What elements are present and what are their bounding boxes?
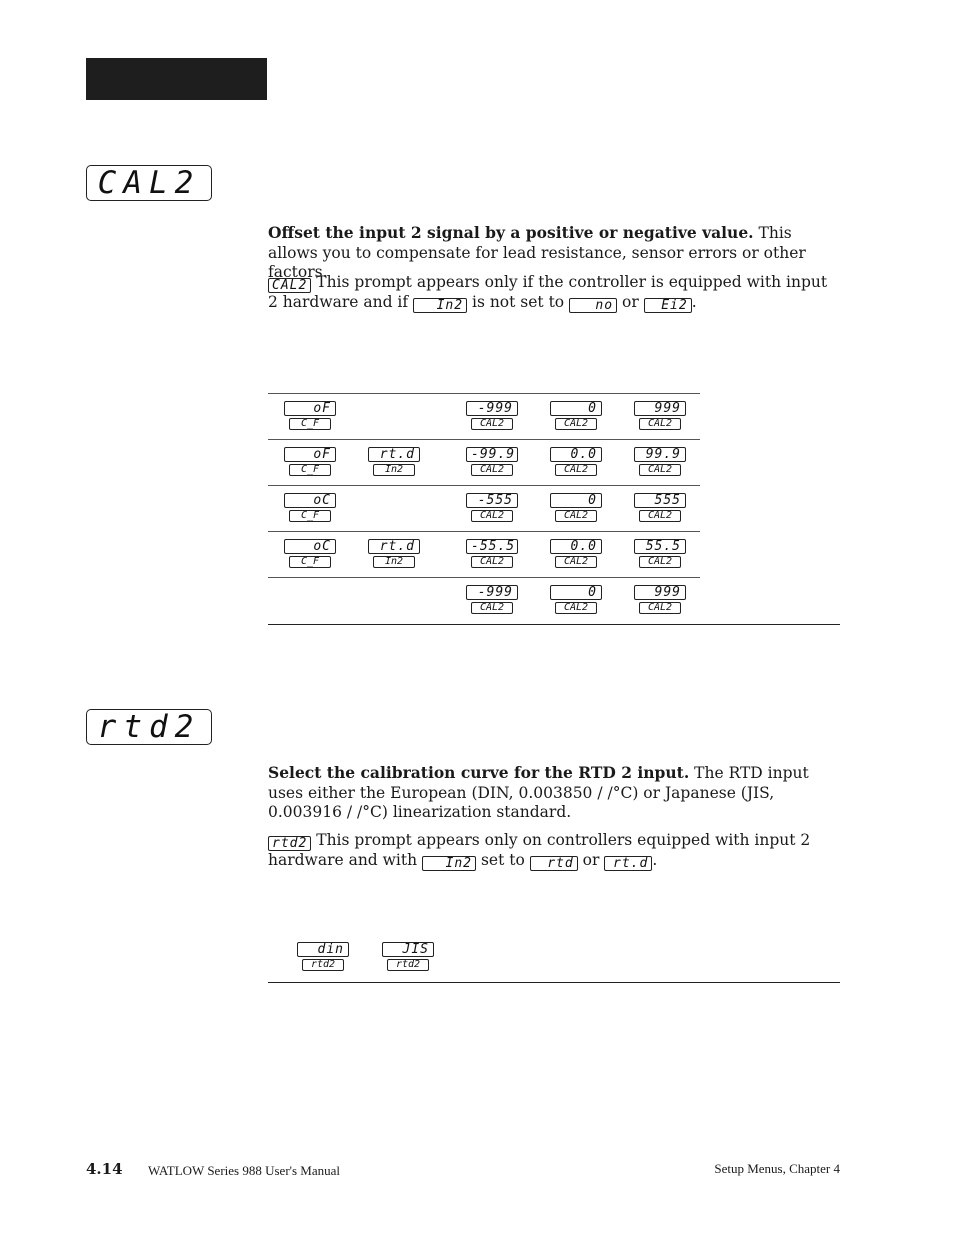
table-row (268, 485, 700, 531)
input-type-cell (367, 447, 421, 476)
default-cell (549, 585, 603, 614)
max-cell (633, 585, 687, 614)
table-row (268, 577, 700, 623)
jis-label: rtd2 (387, 959, 429, 971)
min-label: CAL2 (471, 418, 513, 430)
rtd-dot-inline-value: rt.d (604, 856, 652, 871)
rtd2-condition-text-1: This prompt appears only on controllers equipped with input 2 hardware and with (268, 831, 811, 869)
header-bar (86, 58, 267, 100)
rtd2-description (268, 763, 840, 823)
rtd2-condition-text-4: . (652, 851, 658, 869)
default-cell (549, 447, 603, 476)
cal2-condition (268, 273, 840, 313)
rtd2-description-text: The RTD input uses either the European (DIN, 0.003850 / /°C) or Japanese (JIS, 0.003916 / /°C) linearization standard. (268, 764, 809, 821)
input-type-value: rt.d (368, 447, 420, 462)
min-label: CAL2 (471, 510, 513, 522)
cal2-condition-text-4: . (691, 293, 697, 311)
min-cell (465, 539, 519, 568)
rtd2-condition-text-2: set to (476, 851, 530, 869)
min-cell (465, 447, 519, 476)
min-label: CAL2 (471, 602, 513, 614)
min-cell (465, 585, 519, 614)
max-label: CAL2 (639, 602, 681, 614)
default-value: 0 (550, 585, 602, 600)
units-label: C_F (289, 556, 331, 568)
rtd2-condition (268, 831, 840, 871)
min-value: -999 (466, 585, 518, 600)
cal2-prompt-display: CAL2 (86, 165, 212, 201)
min-value: -99.9 (466, 447, 518, 462)
default-label: CAL2 (555, 418, 597, 430)
default-label: CAL2 (555, 556, 597, 568)
default-cell (549, 539, 603, 568)
units-value: oC (284, 539, 336, 554)
cal2-condition-text-1: This prompt appears only if the controller is equipped with input 2 hardware and if (268, 273, 828, 311)
jis-value: JIS (382, 942, 434, 957)
cal2-range-table (268, 393, 700, 623)
input-type-cell (367, 539, 421, 568)
in2-inline-prompt: In2 (422, 856, 476, 871)
min-label: CAL2 (471, 556, 513, 568)
units-label: C_F (289, 418, 331, 430)
max-value: 999 (634, 401, 686, 416)
ei2-inline-value: Ei2 (644, 298, 692, 313)
min-value: -999 (466, 401, 518, 416)
rtd-inline-value: rtd (530, 856, 578, 871)
max-label: CAL2 (639, 556, 681, 568)
input-type-value: rt.d (368, 539, 420, 554)
max-cell (633, 401, 687, 430)
page-number: 4.14 (86, 1160, 123, 1178)
min-value: -55.5 (466, 539, 518, 554)
units-label: C_F (289, 510, 331, 522)
table-row (268, 531, 700, 577)
max-value: 555 (634, 493, 686, 508)
max-cell (633, 539, 687, 568)
default-label: CAL2 (555, 602, 597, 614)
min-cell (465, 493, 519, 522)
default-cell (549, 493, 603, 522)
units-label: C_F (289, 464, 331, 476)
rtd2-condition-text-3: or (577, 851, 605, 869)
cal2-description-bold: Offset the input 2 signal by a positive or negative value. (268, 223, 754, 242)
max-label: CAL2 (639, 510, 681, 522)
manual-title: WATLOW Series 988 User's Manual (148, 1163, 341, 1178)
rtd2-options (296, 942, 496, 976)
max-value: 999 (634, 585, 686, 600)
din-value: din (297, 942, 349, 957)
in2-inline-prompt: In2 (413, 298, 467, 313)
units-cell (283, 447, 337, 476)
min-cell (465, 401, 519, 430)
rtd2-inline-prompt: rtd2 (268, 836, 311, 851)
units-value: oF (284, 447, 336, 462)
max-value: 55.5 (634, 539, 686, 554)
units-cell (283, 493, 337, 522)
cal2-condition-text-2: is not set to (467, 293, 570, 311)
default-value: 0 (550, 401, 602, 416)
units-value: oF (284, 401, 336, 416)
din-option (296, 942, 350, 971)
max-cell (633, 447, 687, 476)
default-cell (549, 401, 603, 430)
max-label: CAL2 (639, 418, 681, 430)
table-row (268, 439, 700, 485)
chapter-title: Setup Menus, Chapter 4 (714, 1161, 840, 1176)
rtd2-prompt-display: rtd2 (86, 709, 212, 745)
min-value: -555 (466, 493, 518, 508)
rtd2-description-bold: Select the calibration curve for the RTD 2 input. (268, 763, 690, 782)
units-cell (283, 539, 337, 568)
section-divider (268, 624, 840, 625)
default-value: 0 (550, 493, 602, 508)
max-label: CAL2 (639, 464, 681, 476)
table-row (268, 393, 700, 439)
input-type-label: In2 (373, 556, 415, 568)
din-label: rtd2 (302, 959, 344, 971)
default-label: CAL2 (555, 464, 597, 476)
max-value: 99.9 (634, 447, 686, 462)
cal2-condition-text-3: or (617, 293, 644, 311)
default-value: 0.0 (550, 539, 602, 554)
section-divider (268, 982, 840, 983)
jis-option (381, 942, 435, 971)
input-type-label: In2 (373, 464, 415, 476)
default-label: CAL2 (555, 510, 597, 522)
default-value: 0.0 (550, 447, 602, 462)
min-label: CAL2 (471, 464, 513, 476)
cal2-inline-prompt: CAL2 (268, 278, 311, 293)
no-inline-value: no (569, 298, 617, 313)
max-cell (633, 493, 687, 522)
cal2-description-text: This allows you to compensate for lead resistance, sensor errors or other factors. (268, 224, 806, 281)
units-value: oC (284, 493, 336, 508)
units-cell (283, 401, 337, 430)
